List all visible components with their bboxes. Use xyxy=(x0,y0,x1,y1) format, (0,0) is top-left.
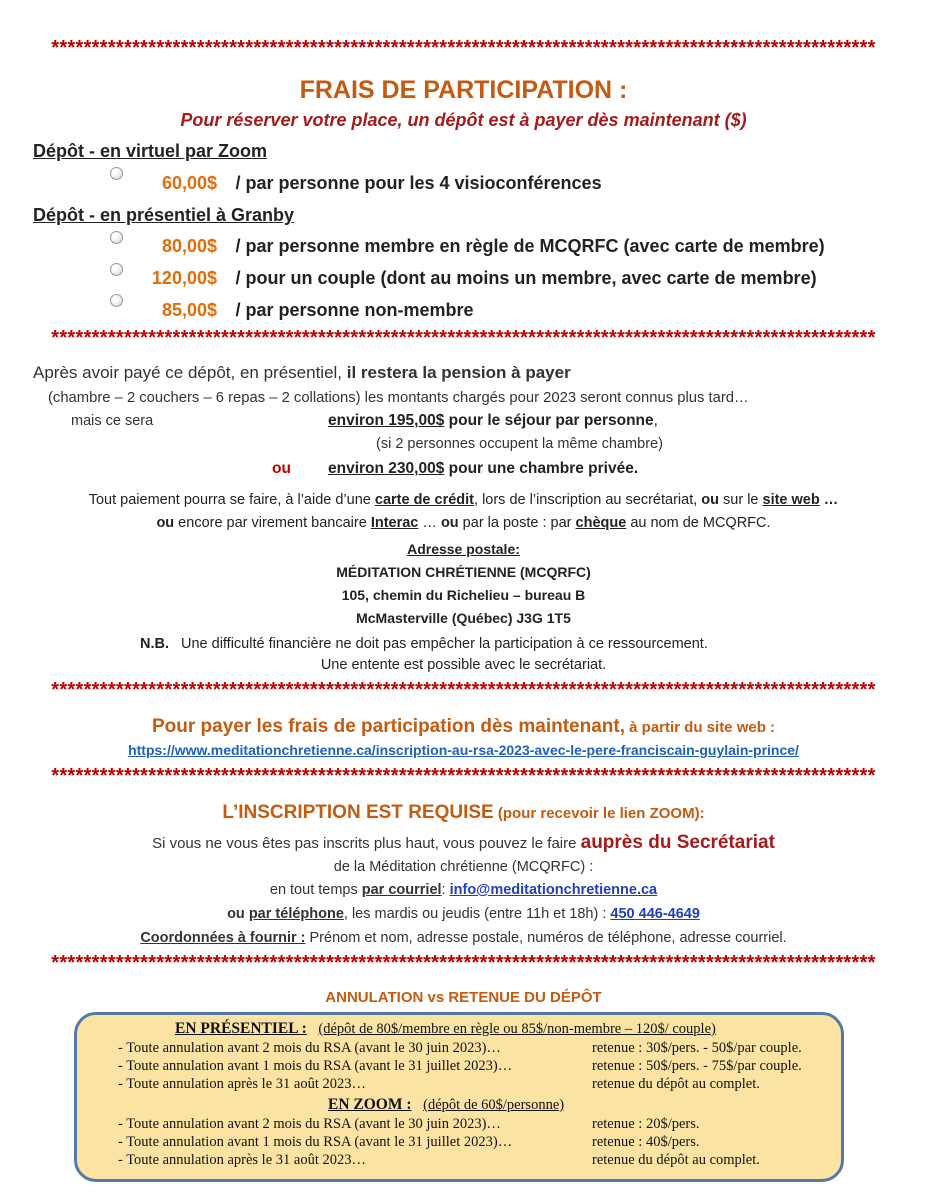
pension-ou: ou xyxy=(272,460,291,477)
star-divider: ****************************************************************************************************** xyxy=(51,766,876,786)
amount-private-text: pour une chambre privée. xyxy=(444,460,639,477)
payweb-title-main: Pour payer les frais de participation dès maintenant, xyxy=(151,716,625,737)
radio-icon xyxy=(110,167,123,180)
text: sur le xyxy=(719,492,763,508)
fees-title: FRAIS DE PARTICIPATION : xyxy=(299,76,628,104)
registration-line-2: de la Méditation chrétienne (MCQRFC) : xyxy=(333,859,594,875)
zoom-row-1-left: - Toute annulation avant 2 mois du RSA (avant le 30 juin 2023)… xyxy=(118,1116,501,1132)
text: , les mardis ou jeudis (entre 11h et 18h) : xyxy=(343,906,611,922)
star-divider: ****************************************************************************************************** xyxy=(51,680,876,700)
amount-shared-comma: , xyxy=(653,412,658,429)
zoom-row-3-right: retenue du dépôt au complet. xyxy=(592,1152,760,1168)
text: encore par virement bancaire xyxy=(174,515,371,531)
secretariat-text: auprès du Secrétariat xyxy=(580,832,775,853)
email-label: par courriel xyxy=(361,882,442,898)
nb-line-1 xyxy=(140,636,708,652)
presentiel-note: (dépôt de 80$/membre en règle ou 85$/non-membre – 120$/ couple) xyxy=(318,1021,716,1037)
radio-granby-member[interactable] xyxy=(110,231,123,249)
zoom-heading: EN ZOOM : xyxy=(328,1096,412,1113)
presentiel-row-2-right: retenue : 50$/pers. - 75$/par couple. xyxy=(592,1058,802,1074)
registration-line-5 xyxy=(0,930,927,946)
radio-granby-nonmember[interactable] xyxy=(110,294,123,312)
text: … xyxy=(418,515,441,531)
amount-shared-text: pour le séjour par personne xyxy=(444,412,654,429)
option-description: / pour un couple (dont au moins un membre, avec carte de membre) xyxy=(235,268,817,288)
presentiel-row-1-left: - Toute annulation avant 2 mois du RSA (avant le 30 juin 2023)… xyxy=(118,1040,501,1056)
amount-private: environ 230,00$ xyxy=(328,460,445,477)
text: Prénom et nom, adresse postale, numéros de téléphone, adresse courriel. xyxy=(305,930,787,946)
zoom-row-2-right: retenue : 40$/pers. xyxy=(592,1134,700,1150)
presentiel-heading: EN PRÉSENTIEL : xyxy=(175,1020,307,1037)
text: ou xyxy=(440,515,459,531)
text: Tout paiement pourra se faire, à l’aide d’une xyxy=(88,492,375,508)
radio-icon xyxy=(110,231,123,244)
option-description: / par personne non-membre xyxy=(235,300,474,320)
granby-option-couple xyxy=(142,268,817,289)
cheque-text: chèque xyxy=(575,515,627,531)
payment-line-1 xyxy=(0,492,927,508)
presentiel-row-1-right: retenue : 30$/pers. - 50$/par couple. xyxy=(592,1040,802,1056)
pension-intro-text: Après avoir payé ce dépôt, en présentiel, xyxy=(33,363,347,382)
granby-option-member xyxy=(142,236,825,257)
presentiel-row-2-left: - Toute annulation avant 1 mois du RSA (avant le 31 juillet 2023)… xyxy=(118,1058,513,1074)
text: ou xyxy=(227,906,245,922)
postal-address-line-2: 105, chemin du Richelieu – bureau B xyxy=(341,587,586,603)
text: par la poste : par xyxy=(458,515,576,531)
cancellation-title: ANNULATION vs RETENUE DU DÉPÔT xyxy=(325,989,602,1006)
registration-title-main: L’INSCRIPTION EST REQUISE xyxy=(222,802,494,823)
email-link[interactable]: info@meditationchretienne.ca xyxy=(449,882,658,898)
star-divider: ****************************************************************************************************** xyxy=(51,328,876,348)
zoom-option xyxy=(142,173,602,194)
text: en tout temps xyxy=(269,882,362,898)
website-text: site web xyxy=(762,492,820,508)
radio-icon xyxy=(110,263,123,276)
text: au nom de MCQRFC. xyxy=(626,515,771,531)
pension-intro xyxy=(33,363,571,383)
radio-zoom-person[interactable] xyxy=(110,167,123,185)
nb-line-2: Une entente est possible avec le secrétariat. xyxy=(320,657,607,673)
zoom-note: (dépôt de 60$/personne) xyxy=(423,1097,565,1113)
radio-icon xyxy=(110,294,123,307)
registration-line-4 xyxy=(0,906,927,922)
text: , lors de l’inscription au secrétariat, xyxy=(474,492,702,508)
zoom-row-1-right: retenue : 20$/pers. xyxy=(592,1116,700,1132)
payweb-link-row xyxy=(0,742,927,758)
nb-text: Une difficulté financière ne doit pas empêcher la participation à ce ressourcement. xyxy=(181,636,708,652)
pension-amount-private xyxy=(328,460,638,478)
granby-deposit-heading: Dépôt - en présentiel à Granby xyxy=(33,205,295,225)
radio-granby-couple[interactable] xyxy=(110,263,123,281)
pension-mais: mais ce sera xyxy=(71,413,154,429)
postal-address-line-1: MÉDITATION CHRÉTIENNE (MCQRFC) xyxy=(336,564,591,580)
phone-label: par téléphone xyxy=(248,906,344,922)
star-divider: ****************************************************************************************************** xyxy=(51,953,876,973)
payweb-title xyxy=(0,716,927,738)
payment-line-2 xyxy=(0,515,927,531)
nb-label: N.B. xyxy=(140,636,169,652)
price: 60,00$ xyxy=(161,173,217,193)
registration-title xyxy=(0,802,927,824)
zoom-deposit-heading: Dépôt - en virtuel par Zoom xyxy=(33,141,268,161)
fees-subtitle: Pour réserver votre place, un dépôt est à payer dès maintenant ($) xyxy=(180,110,747,130)
zoom-row-3-left: - Toute annulation après le 31 août 2023… xyxy=(118,1152,366,1168)
presentiel-heading-row xyxy=(175,1020,716,1038)
text: Si vous ne vous êtes pas inscrits plus haut, vous pouvez le faire xyxy=(152,835,581,852)
option-description: / par personne pour les 4 visioconférences xyxy=(235,173,602,193)
text: : xyxy=(441,882,450,898)
postal-address-line-3: McMasterville (Québec) J3G 1T5 xyxy=(356,610,571,626)
presentiel-row-3-right: retenue du dépôt au complet. xyxy=(592,1076,760,1092)
pension-amount-shared xyxy=(328,412,658,430)
text: ou xyxy=(701,492,719,508)
pension-note: (si 2 personnes occupent la même chambre) xyxy=(376,436,663,452)
option-description: / par personne membre en règle de MCQRFC (avec carte de membre) xyxy=(235,236,825,256)
granby-option-nonmember xyxy=(142,300,474,321)
zoom-heading-row xyxy=(328,1096,564,1114)
text: ou xyxy=(156,515,175,531)
price: 120,00$ xyxy=(151,268,217,288)
registration-line-1 xyxy=(0,832,927,854)
star-divider: ****************************************************************************************************** xyxy=(51,38,876,58)
amount-shared: environ 195,00$ xyxy=(328,412,445,429)
registration-line-3 xyxy=(0,882,927,898)
presentiel-row-3-left: - Toute annulation après le 31 août 2023… xyxy=(118,1076,366,1092)
payweb-title-sub: à partir du site web : xyxy=(625,719,776,736)
zoom-row-2-left: - Toute annulation avant 1 mois du RSA (avant le 31 juillet 2023)… xyxy=(118,1134,513,1150)
pension-intro-bold: il restera la pension à payer xyxy=(346,363,571,382)
postal-address-heading: Adresse postale: xyxy=(407,541,520,557)
registration-title-sub: (pour recevoir le lien ZOOM): xyxy=(493,805,705,822)
phone-link[interactable]: 450 446-4649 xyxy=(610,906,700,922)
interac-text: Interac xyxy=(370,515,419,531)
price: 80,00$ xyxy=(161,236,217,256)
coordinates-label: Coordonnées à fournir : xyxy=(140,930,306,946)
pension-details: (chambre – 2 couchers – 6 repas – 2 collations) les montants chargés pour 2023 seront connus plus tard… xyxy=(48,390,749,406)
credit-card-text: carte de crédit xyxy=(374,492,475,508)
registration-url-link[interactable]: https://www.meditationchretienne.ca/inscription-au-rsa-2023-avec-le-pere-franciscain-guylain-prince/ xyxy=(128,742,799,758)
text: … xyxy=(819,492,839,508)
price: 85,00$ xyxy=(161,300,217,320)
